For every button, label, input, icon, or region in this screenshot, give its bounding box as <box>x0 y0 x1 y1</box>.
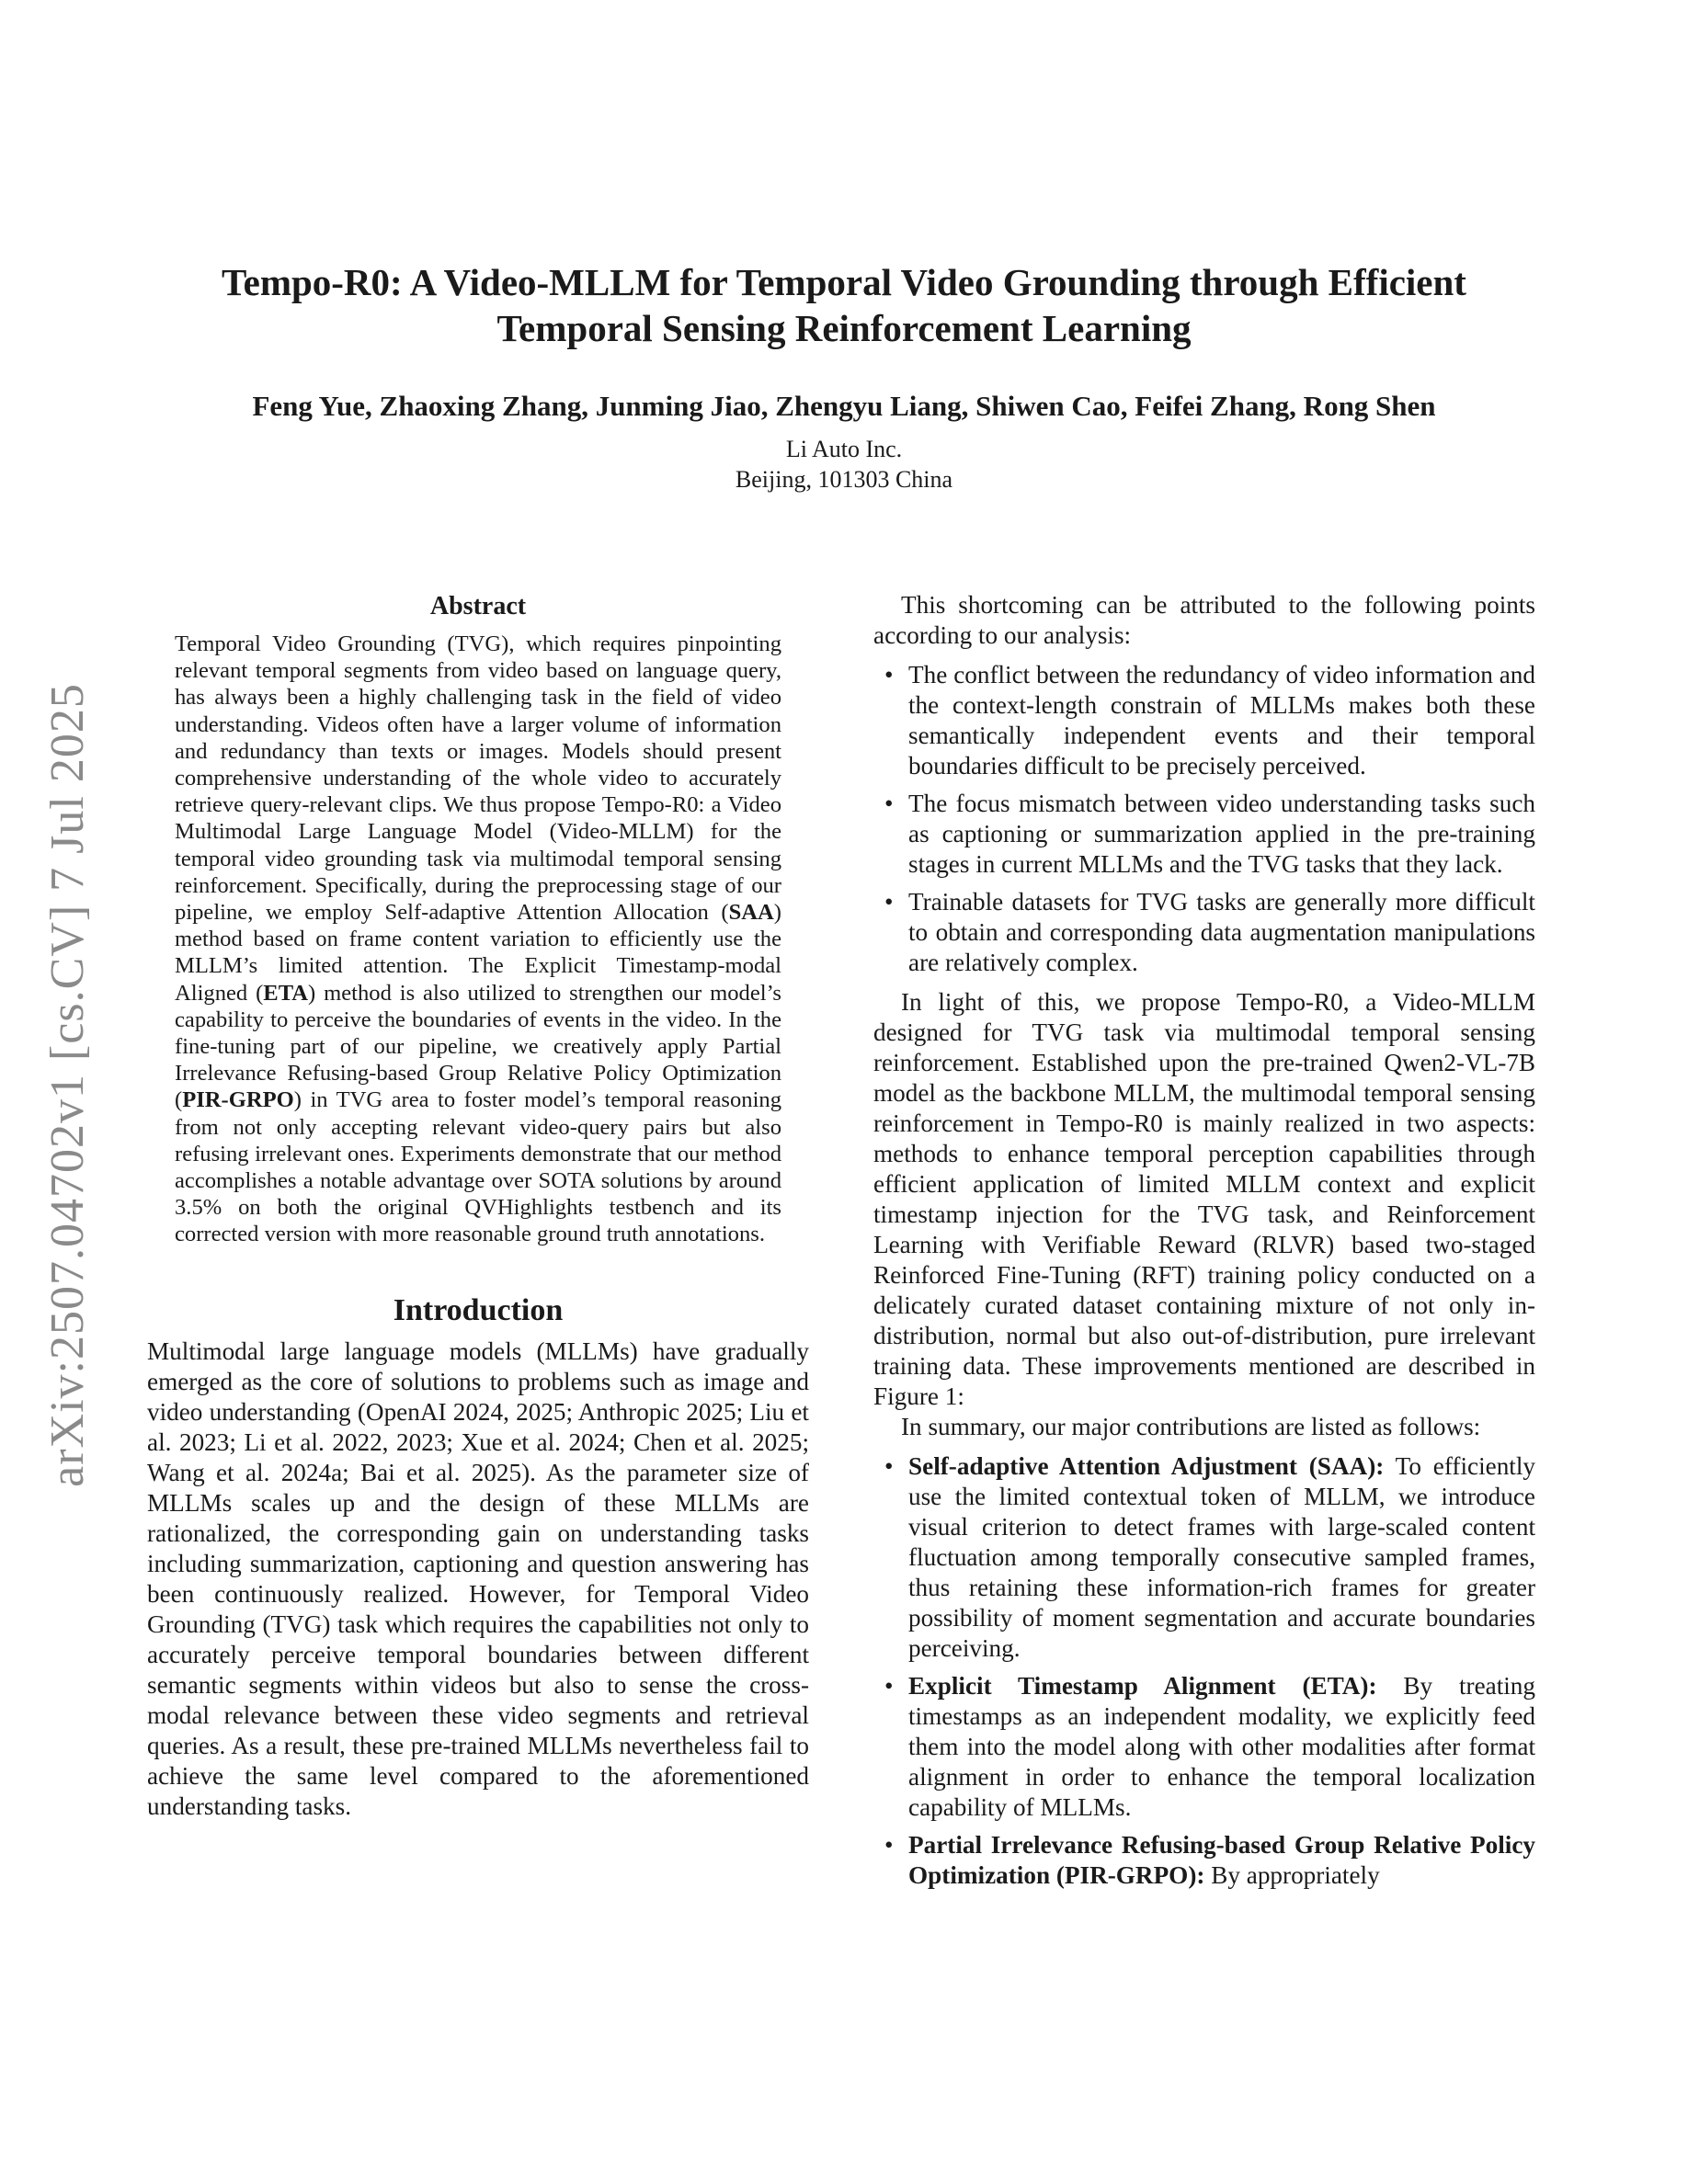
list-item <box>873 660 1535 781</box>
list-item-text: The focus mismatch between video understanding tasks such as captioning or summarization applied in the pre-training stages in current MLLMs and the TVG tasks that they lack. <box>908 790 1535 878</box>
author-list: Feng Yue, Zhaoxing Zhang, Junming Jiao, Zhengyu Liang, Shiwen Cao, Feifei Zhang, Rong Shen <box>252 390 1436 422</box>
list-item <box>873 789 1535 880</box>
abstract-heading: Abstract <box>429 592 527 620</box>
abstract-body <box>175 631 781 1248</box>
shortcoming-paragraph: This shortcoming can be attributed to the following points according to our analysis: <box>873 591 1535 649</box>
contribution-title: Explicit Timestamp Alignment (ETA): <box>908 1672 1377 1700</box>
contribution-title: Partial Irrelevance Refusing-based Group Relative Policy Optimization (PIR-GRPO): <box>908 1831 1535 1889</box>
bullet-icon: • <box>884 661 894 688</box>
abstract-pir-grpo: PIR-GRPO <box>182 1087 294 1113</box>
bullet-icon: • <box>884 888 894 916</box>
affiliation-org: Li Auto Inc. <box>785 436 903 462</box>
title-line-1: Tempo-R0: A Video-MLLM for Temporal Video Grounding through Efficient <box>222 261 1466 303</box>
bullet-icon: • <box>884 1452 894 1480</box>
title-line-2: Temporal Sensing Reinforcement Learning <box>496 307 1192 349</box>
affiliation <box>368 434 1320 495</box>
contributions-list <box>873 1451 1535 1891</box>
list-item <box>873 1671 1535 1823</box>
bullet-icon: • <box>884 1672 894 1700</box>
shortcoming-list <box>873 660 1535 978</box>
contribution-title: Self-adaptive Attention Adjustment (SAA): <box>908 1452 1385 1480</box>
abstract-eta: ETA <box>263 980 309 1006</box>
right-column <box>873 590 1535 1900</box>
affiliation-location: Beijing, 101303 China <box>735 466 953 493</box>
contribution-text: To efficiently use the limited contextual token of MLLM, we introduce visual criterion to detect frames with large-scaled content fluctuation among temporally consecutive sampled frames, thus retaining these information-rich frames for greater possibility of moment segmentation and accurate boundaries perceiving. <box>908 1452 1535 1662</box>
left-column <box>147 590 809 1822</box>
list-item <box>873 887 1535 978</box>
introduction-heading: Introduction <box>393 1292 564 1327</box>
list-item <box>873 1830 1535 1891</box>
bullet-icon: • <box>884 1831 894 1859</box>
paper-title <box>147 259 1541 351</box>
abstract-part-2: ) method based on frame content variation to efficiently use the MLLM’s limited attention. The Explicit Timestamp-modal Aligned ( <box>175 900 781 1006</box>
bullet-icon: • <box>884 790 894 817</box>
abstract-part-4: ) in TVG area to foster model’s temporal reasoning from not only accepting relevant video-query pairs but also refusing irrelevant ones. Experiments demonstrate that our method accomplishes a notable advantage over SOTA solutions by around 3.5% on both the original QVHighlights testbench and its corrected version with more reasonable ground truth annotations. <box>175 1087 781 1247</box>
abstract-part-3: ) method is also utilized to strengthen our model’s capability to perceive the boundaries of events in the video. In the fine-tuning part of our pipeline, we creatively apply Partial Irrelevance Refusing-based Group Relative Policy Optimization ( <box>175 980 781 1113</box>
list-item-text: The conflict between the redundancy of video information and the context-length constrain of MLLMs makes both these semantically independent events and their temporal boundaries difficult to be precisely perceived. <box>908 661 1535 779</box>
arxiv-identifier-margin <box>17 634 118 1535</box>
list-item-text: Trainable datasets for TVG tasks are generally more difficult to obtain and corresponding data augmentation manipulations are relatively complex. <box>908 888 1535 976</box>
abstract-part-1: Temporal Video Grounding (TVG), which requires pinpointing relevant temporal segments from video based on language query, has always been a highly challenging task in the field of video understanding. Videos often have a larger volume of information and redundancy than texts or images. Models should present comprehensive understanding of the whole video to accurately retrieve query-relevant clips. We thus propose Tempo-R0: a Video Multimodal Large Language Model (Video-MLLM) for the temporal video grounding task via multimodal temporal sensing reinforcement. Specifically, during the preprocessing stage of our pipeline, we employ Self-adaptive Attention Allocation ( <box>175 631 781 926</box>
abstract-saa: SAA <box>728 900 774 926</box>
proposal-paragraph: In light of this, we propose Tempo-R0, a Video-MLLM designed for TVG task via multimodal temporal sensing reinforcement. Established upon the pre-trained Qwen2-VL-7B model as the backbone MLLM, the multimodal temporal sensing reinforcement in Tempo-R0 is mainly realized in two aspects: methods to enhance temporal perception capabilities through efficient application of limited MLLM context and explicit timestamp injection for the TVG task, and Reinforcement Learning with Verifiable Reward (RLVR) based two-staged Reinforced Fine-Tuning (RFT) training policy conducted on a delicately curated dataset containing mixture of not only in-distribution, normal but also out-of-distribution, pure irrelevant training data. These improvements mentioned are described in Figure 1: <box>873 988 1535 1410</box>
arxiv-identifier: arXiv:2507.04702v1 [cs.CV] 7 Jul 2025 <box>40 682 94 1487</box>
contribution-text: By treating timestamps as an independent modality, we explicitly feed them into the model along with other modalities after format alignment in order to enhance the temporal localization capability of MLLMs. <box>908 1672 1535 1821</box>
contribution-text: By appropriately <box>1204 1861 1380 1889</box>
introduction-paragraph: Multimodal large language models (MLLMs) have gradually emerged as the core of solutions to problems such as image and video understanding (OpenAI 2024, 2025; Anthropic 2025; Liu et al. 2023; Li et al. 2022, 2023; Xue et al. 2024; Chen et al. 2025; Wang et al. 2024a; Bai et al. 2025). As the parameter size of MLLMs scales up and the design of these MLLMs are rationalized, the corresponding gain on understanding tasks including summarization, captioning and question answering has been continuously realized. However, for Temporal Video Grounding (TVG) task which requires the capabilities not only to accurately perceive temporal boundaries between different semantic segments within videos but also to sense the cross-modal relevance between these video segments and retrieval queries. As a result, these pre-trained MLLMs nevertheless fail to achieve the same level compared to the aforementioned understanding tasks. <box>147 1337 809 1820</box>
list-item <box>873 1451 1535 1664</box>
contributions-intro: In summary, our major contributions are listed as follows: <box>901 1413 1481 1440</box>
